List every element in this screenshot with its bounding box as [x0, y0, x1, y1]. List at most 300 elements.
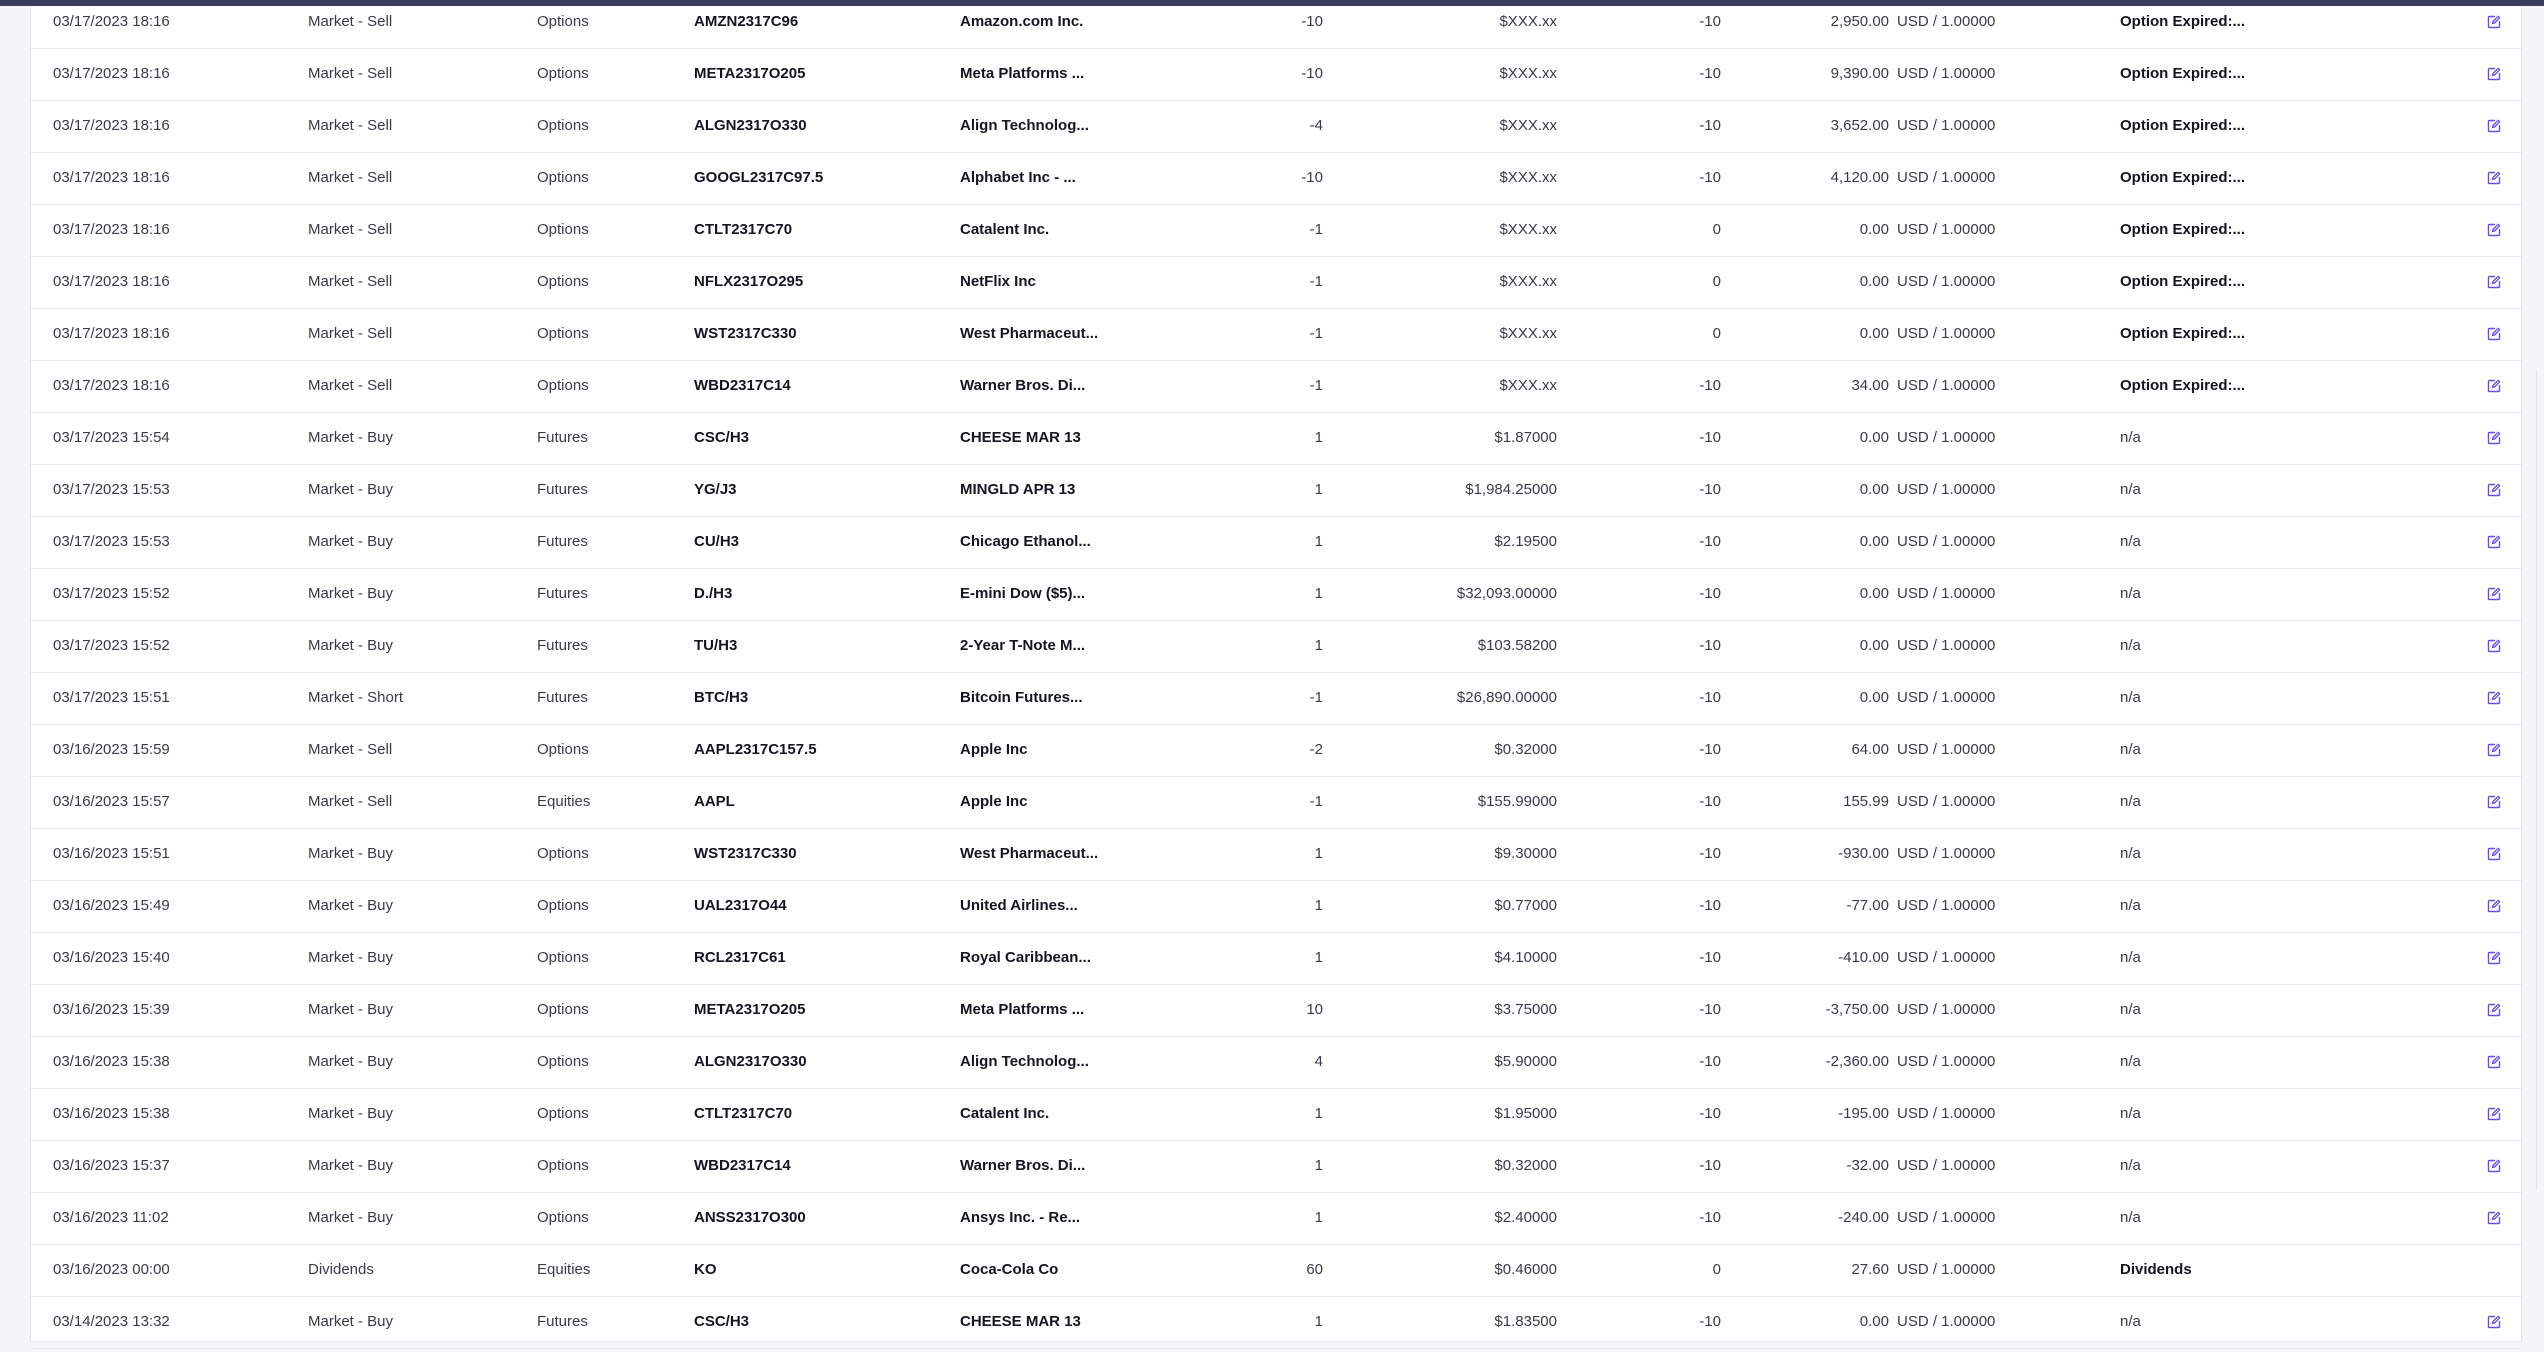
commission: -10: [1699, 169, 1721, 186]
asset-class: Options: [537, 221, 589, 238]
asset-class: Options: [537, 1053, 589, 1070]
transaction-date: 03/16/2023 15:38: [53, 1105, 170, 1122]
description: CHEESE MAR 13: [960, 429, 1081, 446]
symbol: CU/H3: [694, 533, 740, 550]
edit-note-icon: [2487, 171, 2501, 185]
edit-note-button[interactable]: [2483, 1140, 2505, 1192]
description: Royal Caribbean...: [960, 949, 1091, 966]
transaction-date: 03/17/2023 15:53: [53, 481, 170, 498]
edit-note-icon: [2487, 1003, 2501, 1017]
table-row[interactable]: [31, 516, 2521, 569]
table-row[interactable]: [31, 464, 2521, 517]
transaction-type: Market - Buy: [308, 1209, 394, 1226]
commission: -10: [1699, 533, 1721, 550]
commission: -10: [1699, 117, 1721, 134]
transaction-date: 03/16/2023 15:57: [53, 793, 170, 810]
price: $XXX.xx: [1499, 65, 1557, 82]
price: $1,984.25000: [1465, 481, 1557, 498]
note: n/a: [2120, 793, 2141, 810]
edit-note-icon: [2487, 587, 2501, 601]
table-row[interactable]: [31, 1296, 2521, 1349]
currency-rate: USD / 1.00000: [1897, 1105, 1996, 1122]
note: Option Expired:...: [2120, 221, 2246, 238]
commission: 0: [1712, 273, 1721, 290]
amount: 0.00: [1859, 273, 1889, 290]
amount: -195.00: [1838, 1105, 1889, 1122]
quantity: -1: [1309, 325, 1323, 342]
transaction-date: 03/14/2023 13:32: [53, 1313, 170, 1330]
symbol: ANSS2317O300: [694, 1209, 806, 1226]
edit-note-button[interactable]: [2483, 1088, 2505, 1140]
currency-rate: USD / 1.00000: [1897, 845, 1996, 862]
currency-rate: USD / 1.00000: [1897, 117, 1996, 134]
description: Warner Bros. Di...: [960, 1157, 1086, 1174]
table-row[interactable]: [31, 620, 2521, 673]
symbol: AAPL: [694, 793, 735, 810]
quantity: -1: [1309, 793, 1323, 810]
note: n/a: [2120, 1209, 2141, 1226]
commission: -10: [1699, 1053, 1721, 1070]
price: $3.75000: [1494, 1001, 1557, 1018]
quantity: 1: [1314, 949, 1323, 966]
commission: -10: [1699, 741, 1721, 758]
transaction-type: Market - Buy: [308, 1001, 394, 1018]
quantity: 60: [1306, 1261, 1323, 1278]
edit-note-button[interactable]: [2483, 672, 2505, 724]
transaction-date: 03/17/2023 15:53: [53, 533, 170, 550]
note: n/a: [2120, 1001, 2141, 1018]
table-row[interactable]: [31, 1192, 2521, 1245]
description: Amazon.com Inc.: [960, 13, 1084, 30]
transaction-type: Market - Buy: [308, 1105, 394, 1122]
transaction-type: Market - Sell: [308, 325, 393, 342]
transaction-type: Market - Sell: [308, 169, 393, 186]
edit-note-icon: [2487, 327, 2501, 341]
transaction-date: 03/16/2023 15:38: [53, 1053, 170, 1070]
description: CHEESE MAR 13: [960, 1313, 1081, 1330]
note: n/a: [2120, 1105, 2141, 1122]
transaction-date: 03/16/2023 11:02: [53, 1209, 169, 1226]
quantity: 1: [1314, 1105, 1323, 1122]
table-row[interactable]: [31, 1036, 2521, 1089]
symbol: YG/J3: [694, 481, 737, 498]
price: $103.58200: [1477, 637, 1557, 654]
note: Option Expired:...: [2120, 169, 2246, 186]
commission: 0: [1712, 1261, 1721, 1278]
commission: -10: [1699, 13, 1721, 30]
commission: -10: [1699, 65, 1721, 82]
asset-class: Futures: [537, 637, 588, 654]
currency-rate: USD / 1.00000: [1897, 325, 1996, 342]
commission: -10: [1699, 1001, 1721, 1018]
quantity: 1: [1314, 1157, 1323, 1174]
note: Dividends: [2120, 1261, 2192, 1278]
edit-note-icon: [2487, 1211, 2501, 1225]
note: n/a: [2120, 637, 2141, 654]
commission: -10: [1699, 1105, 1721, 1122]
note: n/a: [2120, 949, 2141, 966]
amount: 3,652.00: [1830, 117, 1889, 134]
note: Option Expired:...: [2120, 13, 2246, 30]
price: $1.83500: [1494, 1313, 1557, 1330]
table-row[interactable]: [31, 1088, 2521, 1141]
price: $155.99000: [1477, 793, 1557, 810]
symbol: CSC/H3: [694, 429, 750, 446]
edit-note-icon: [2487, 639, 2501, 653]
asset-class: Options: [537, 1105, 589, 1122]
description: 2-Year T-Note M...: [960, 637, 1086, 654]
edit-note-icon: [2487, 795, 2501, 809]
table-row[interactable]: [31, 672, 2521, 725]
quantity: 4: [1314, 1053, 1323, 1070]
transaction-type: Market - Sell: [308, 65, 393, 82]
table-row[interactable]: [31, 308, 2521, 361]
description: Align Technolog...: [960, 117, 1089, 134]
edit-note-button[interactable]: [2483, 984, 2505, 1036]
transaction-type: Market - Buy: [308, 845, 394, 862]
edit-note-button[interactable]: [2483, 1192, 2505, 1244]
description: Warner Bros. Di...: [960, 377, 1086, 394]
edit-note-button[interactable]: [2483, 620, 2505, 672]
table-row[interactable]: [31, 1140, 2521, 1193]
description: MINGLD APR 13: [960, 481, 1076, 498]
note: n/a: [2120, 1313, 2141, 1330]
description: Apple Inc: [960, 793, 1028, 810]
edit-note-icon: [2487, 691, 2501, 705]
symbol: CTLT2317C70: [694, 1105, 793, 1122]
transaction-type: Market - Buy: [308, 429, 394, 446]
edit-note-button[interactable]: [2483, 932, 2505, 984]
amount: 34.00: [1851, 377, 1889, 394]
transaction-type: Market - Buy: [308, 897, 394, 914]
table-row[interactable]: [31, 828, 2521, 881]
price: $1.87000: [1494, 429, 1557, 446]
transaction-type: Market - Buy: [308, 481, 394, 498]
transaction-date: 03/17/2023 15:51: [53, 689, 170, 706]
price: $0.32000: [1494, 1157, 1557, 1174]
amount: -2,360.00: [1825, 1053, 1889, 1070]
price: $XXX.xx: [1499, 273, 1557, 290]
description: West Pharmaceut...: [960, 845, 1099, 862]
transaction-date: 03/17/2023 18:16: [53, 221, 170, 238]
price: $XXX.xx: [1499, 117, 1557, 134]
transaction-date: 03/17/2023 18:16: [53, 13, 170, 30]
table-row[interactable]: [31, 152, 2521, 205]
note: Option Expired:...: [2120, 117, 2246, 134]
edit-note-icon: [2487, 847, 2501, 861]
currency-rate: USD / 1.00000: [1897, 221, 1996, 238]
amount: -3,750.00: [1825, 1001, 1889, 1018]
currency-rate: USD / 1.00000: [1897, 169, 1996, 186]
description: Coca-Cola Co: [960, 1261, 1059, 1278]
symbol: TU/H3: [694, 637, 738, 654]
edit-note-icon: [2487, 743, 2501, 757]
asset-class: Options: [537, 273, 589, 290]
edit-note-button[interactable]: [2483, 360, 2505, 412]
edit-note-button[interactable]: [2483, 516, 2505, 568]
table-row[interactable]: [31, 568, 2521, 621]
description: United Airlines...: [960, 897, 1078, 914]
quantity: -4: [1309, 117, 1323, 134]
transaction-type: Market - Buy: [308, 949, 394, 966]
price: $XXX.xx: [1499, 13, 1557, 30]
quantity: -1: [1309, 689, 1323, 706]
amount: 0.00: [1859, 637, 1889, 654]
currency-rate: USD / 1.00000: [1897, 637, 1996, 654]
quantity: -1: [1309, 377, 1323, 394]
commission: -10: [1699, 585, 1721, 602]
price: $1.95000: [1494, 1105, 1557, 1122]
currency-rate: USD / 1.00000: [1897, 533, 1996, 550]
transaction-type: Market - Sell: [308, 793, 393, 810]
edit-note-button[interactable]: [2483, 48, 2505, 100]
amount: -32.00: [1846, 1157, 1889, 1174]
transaction-date: 03/16/2023 15:37: [53, 1157, 170, 1174]
asset-class: Options: [537, 65, 589, 82]
table-row[interactable]: [31, 932, 2521, 985]
transaction-date: 03/17/2023 18:16: [53, 273, 170, 290]
edit-note-button[interactable]: [2483, 0, 2505, 48]
currency-rate: USD / 1.00000: [1897, 689, 1996, 706]
transaction-date: 03/16/2023 15:59: [53, 741, 170, 758]
asset-class: Equities: [537, 1261, 591, 1278]
description: Meta Platforms ...: [960, 1001, 1085, 1018]
quantity: 1: [1314, 429, 1323, 446]
currency-rate: USD / 1.00000: [1897, 481, 1996, 498]
description: West Pharmaceut...: [960, 325, 1099, 342]
edit-note-button[interactable]: [2483, 100, 2505, 152]
commission: -10: [1699, 1157, 1721, 1174]
price: $0.32000: [1494, 741, 1557, 758]
quantity: -1: [1309, 273, 1323, 290]
edit-note-icon: [2487, 951, 2501, 965]
table-row[interactable]: [31, 724, 2521, 777]
asset-class: Options: [537, 845, 589, 862]
transaction-type: Market - Buy: [308, 1053, 394, 1070]
transaction-type: Market - Sell: [308, 741, 393, 758]
transaction-date: 03/16/2023 15:51: [53, 845, 170, 862]
edit-note-icon: [2487, 223, 2501, 237]
description: Catalent Inc.: [960, 221, 1050, 238]
edit-note-icon: [2487, 535, 2501, 549]
symbol: WST2317C330: [694, 325, 797, 342]
edit-note-icon: [2487, 1055, 2501, 1069]
description: Ansys Inc. - Re...: [960, 1209, 1081, 1226]
symbol: WST2317C330: [694, 845, 797, 862]
table-row[interactable]: [31, 100, 2521, 153]
quantity: 1: [1314, 845, 1323, 862]
symbol: RCL2317C61: [694, 949, 786, 966]
description: E-mini Dow ($5)...: [960, 585, 1086, 602]
amount: 4,120.00: [1830, 169, 1889, 186]
commission: -10: [1699, 377, 1721, 394]
edit-note-button[interactable]: [2483, 464, 2505, 516]
note: n/a: [2120, 1157, 2141, 1174]
amount: 0.00: [1859, 481, 1889, 498]
symbol: WBD2317C14: [694, 1157, 791, 1174]
price: $XXX.xx: [1499, 221, 1557, 238]
edit-note-button[interactable]: [2483, 204, 2505, 256]
asset-class: Futures: [537, 533, 588, 550]
price: $XXX.xx: [1499, 169, 1557, 186]
transaction-date: 03/16/2023 15:40: [53, 949, 170, 966]
quantity: 1: [1314, 897, 1323, 914]
currency-rate: USD / 1.00000: [1897, 13, 1996, 30]
price: $5.90000: [1494, 1053, 1557, 1070]
note: Option Expired:...: [2120, 273, 2246, 290]
transaction-type: Market - Buy: [308, 637, 394, 654]
edit-note-icon: [2487, 899, 2501, 913]
price: $4.10000: [1494, 949, 1557, 966]
amount: 155.99: [1843, 793, 1889, 810]
transaction-date: 03/17/2023 18:16: [53, 169, 170, 186]
transaction-type: Market - Buy: [308, 533, 394, 550]
transaction-type: Market - Buy: [308, 1313, 394, 1330]
table-row[interactable]: [31, 412, 2521, 465]
price: $0.46000: [1494, 1261, 1557, 1278]
edit-note-icon: [2487, 119, 2501, 133]
table-row[interactable]: [31, 48, 2521, 101]
asset-class: Options: [537, 169, 589, 186]
note: n/a: [2120, 741, 2141, 758]
edit-note-button[interactable]: [2483, 776, 2505, 828]
table-row[interactable]: [31, 880, 2521, 933]
asset-class: Futures: [537, 689, 588, 706]
asset-class: Futures: [537, 429, 588, 446]
currency-rate: USD / 1.00000: [1897, 793, 1996, 810]
asset-class: Options: [537, 949, 589, 966]
quantity: -10: [1301, 65, 1323, 82]
note: n/a: [2120, 585, 2141, 602]
asset-class: Options: [537, 1157, 589, 1174]
edit-note-button[interactable]: [2483, 724, 2505, 776]
symbol: UAL2317O44: [694, 897, 787, 914]
amount: 0.00: [1859, 429, 1889, 446]
edit-note-icon: [2487, 1107, 2501, 1121]
table-row[interactable]: [31, 0, 2521, 49]
amount: 2,950.00: [1830, 13, 1889, 30]
commission: -10: [1699, 845, 1721, 862]
asset-class: Options: [537, 897, 589, 914]
amount: 0.00: [1859, 221, 1889, 238]
currency-rate: USD / 1.00000: [1897, 1053, 1996, 1070]
transaction-date: 03/17/2023 18:16: [53, 65, 170, 82]
asset-class: Options: [537, 325, 589, 342]
table-row[interactable]: [31, 204, 2521, 257]
table-row[interactable]: [31, 984, 2521, 1037]
currency-rate: USD / 1.00000: [1897, 1001, 1996, 1018]
edit-note-button[interactable]: [2483, 412, 2505, 464]
amount: 0.00: [1859, 1313, 1889, 1330]
symbol: GOOGL2317C97.5: [694, 169, 824, 186]
edit-note-button[interactable]: [2483, 828, 2505, 880]
edit-note-icon: [2487, 483, 2501, 497]
edit-note-icon: [2487, 67, 2501, 81]
edit-note-button[interactable]: [2483, 880, 2505, 932]
note: n/a: [2120, 1053, 2141, 1070]
quantity: 10: [1306, 1001, 1323, 1018]
description: Apple Inc: [960, 741, 1028, 758]
edit-note-icon: [2487, 15, 2501, 29]
transaction-date: 03/17/2023 15:52: [53, 585, 170, 602]
transaction-date: 03/16/2023 00:00: [53, 1261, 170, 1278]
amount: 0.00: [1859, 325, 1889, 342]
table-row[interactable]: [31, 256, 2521, 309]
amount: 27.60: [1851, 1261, 1889, 1278]
currency-rate: USD / 1.00000: [1897, 65, 1996, 82]
quantity: -10: [1301, 169, 1323, 186]
description: Meta Platforms ...: [960, 65, 1085, 82]
commission: -10: [1699, 897, 1721, 914]
amount: -77.00: [1846, 897, 1889, 914]
asset-class: Options: [537, 117, 589, 134]
quantity: -10: [1301, 13, 1323, 30]
price: $0.77000: [1494, 897, 1557, 914]
symbol: CTLT2317C70: [694, 221, 793, 238]
edit-note-button[interactable]: [2483, 256, 2505, 308]
commission: -10: [1699, 1209, 1721, 1226]
description: Alphabet Inc - ...: [960, 169, 1076, 186]
currency-rate: USD / 1.00000: [1897, 429, 1996, 446]
currency-rate: USD / 1.00000: [1897, 949, 1996, 966]
commission: -10: [1699, 793, 1721, 810]
note: Option Expired:...: [2120, 377, 2246, 394]
currency-rate: USD / 1.00000: [1897, 741, 1996, 758]
amount: 0.00: [1859, 585, 1889, 602]
edit-note-icon: [2487, 379, 2501, 393]
quantity: -1: [1309, 221, 1323, 238]
quantity: 1: [1314, 1313, 1323, 1330]
edit-note-button[interactable]: [2483, 152, 2505, 204]
table-row[interactable]: [31, 360, 2521, 413]
currency-rate: USD / 1.00000: [1897, 377, 1996, 394]
edit-note-button[interactable]: [2483, 308, 2505, 360]
quantity: 1: [1314, 533, 1323, 550]
table-row[interactable]: [31, 776, 2521, 829]
commission: 0: [1712, 325, 1721, 342]
currency-rate: USD / 1.00000: [1897, 1261, 1996, 1278]
symbol: NFLX2317O295: [694, 273, 804, 290]
asset-class: Futures: [537, 585, 588, 602]
asset-class: Futures: [537, 1313, 588, 1330]
transactions-table: [30, 6, 2522, 1342]
quantity: 1: [1314, 1209, 1323, 1226]
transaction-type: Market - Buy: [308, 1157, 394, 1174]
symbol: CSC/H3: [694, 1313, 750, 1330]
asset-class: Options: [537, 1209, 589, 1226]
transaction-date: 03/17/2023 18:16: [53, 117, 170, 134]
asset-class: Options: [537, 377, 589, 394]
price: $9.30000: [1494, 845, 1557, 862]
transaction-type: Market - Sell: [308, 221, 393, 238]
price: $26,890.00000: [1456, 689, 1557, 706]
price: $2.40000: [1494, 1209, 1557, 1226]
scrollbar[interactable]: [2536, 370, 2544, 1190]
asset-class: Futures: [537, 481, 588, 498]
table-row[interactable]: [31, 1244, 2521, 1297]
transaction-date: 03/17/2023 15:52: [53, 637, 170, 654]
amount: -410.00: [1838, 949, 1889, 966]
transaction-type: Market - Short: [308, 689, 404, 706]
edit-note-button[interactable]: [2483, 1296, 2505, 1348]
symbol: AMZN2317C96: [694, 13, 799, 30]
note: n/a: [2120, 897, 2141, 914]
edit-note-button[interactable]: [2483, 1036, 2505, 1088]
edit-note-button[interactable]: [2483, 568, 2505, 620]
amount: 0.00: [1859, 689, 1889, 706]
note: n/a: [2120, 481, 2141, 498]
transaction-type: Market - Sell: [308, 117, 393, 134]
